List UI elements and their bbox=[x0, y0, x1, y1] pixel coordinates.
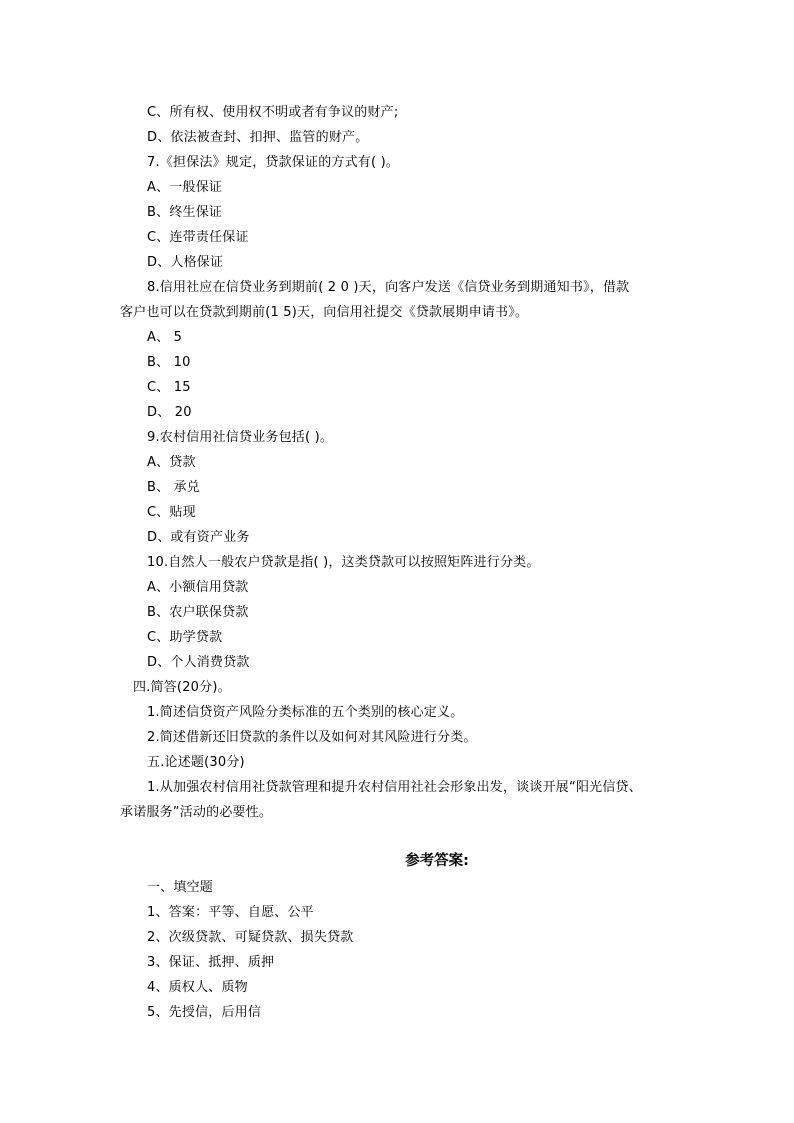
q9-option-a: A、贷款 bbox=[147, 455, 196, 470]
section4-item-2: 2.简述借新还旧贷款的条件以及如何对其风险进行分类。 bbox=[147, 730, 477, 745]
q9-option-b: B、 承兑 bbox=[147, 480, 201, 495]
q7-option-a: A、一般保证 bbox=[147, 180, 223, 195]
q7-option-c: C、连带责任保证 bbox=[147, 230, 249, 245]
q9-option-c: C、贴现 bbox=[147, 505, 196, 520]
q7-option-d: D、人格保证 bbox=[147, 255, 224, 270]
section4-heading: 四.简答(20分)。 bbox=[133, 680, 231, 695]
q10-option-a: A、小额信用贷款 bbox=[147, 580, 249, 595]
answer-item-3: 3、保证、抵押、质押 bbox=[147, 955, 275, 970]
q9-option-d: D、或有资产业务 bbox=[147, 530, 250, 545]
q7-option-b: B、终生保证 bbox=[147, 205, 223, 220]
answer-item-4: 4、质权人、质物 bbox=[147, 980, 248, 995]
q8-option-c: C、 15 bbox=[147, 380, 191, 395]
section5-item-line1: 1.从加强农村信用社贷款管理和提升农村信用社社会形象出发，谈谈开展“阳光信贷、 bbox=[147, 780, 642, 795]
q6-option-d: D、依法被查封、扣押、监管的财产。 bbox=[147, 130, 369, 145]
answers-title: 参考答案: bbox=[405, 853, 469, 869]
q10-option-c: C、助学贷款 bbox=[147, 630, 223, 645]
q8-stem-line1: 8.信用社应在信贷业务到期前( 2 0 )天，向客户发送《信贷业务到期通知书》，借款 bbox=[147, 280, 630, 295]
q9-stem: 9.农村信用社信贷业务包括( )。 bbox=[147, 430, 334, 445]
q8-stem-line2: 客户也可以在贷款到期前(1 5)天，向信用社提交《贷款展期申请书》。 bbox=[120, 305, 529, 320]
answer-item-1: 1、答案：平等、自愿、公平 bbox=[147, 905, 314, 920]
q8-option-b: B、 10 bbox=[147, 355, 191, 370]
q6-option-c: C、所有权、使用权不明或者有争议的财产; bbox=[147, 105, 399, 120]
q10-stem: 10.自然人一般农户贷款是指( )，这类贷款可以按照矩阵进行分类。 bbox=[147, 555, 540, 570]
q10-option-d: D、个人消费贷款 bbox=[147, 655, 250, 670]
q8-option-a: A、 5 bbox=[147, 330, 183, 345]
answer-item-5: 5、先授信，后用信 bbox=[147, 1005, 262, 1020]
answer-item-2: 2、次级贷款、可疑贷款、损失贷款 bbox=[147, 930, 354, 945]
q8-option-d: D、 20 bbox=[147, 405, 192, 420]
section5-heading: 五.论述题(30分) bbox=[147, 755, 245, 770]
answers-section1-heading: 一、填空题 bbox=[147, 880, 214, 895]
q10-option-b: B、农户联保贷款 bbox=[147, 605, 249, 620]
q7-stem: 7.《担保法》规定，贷款保证的方式有( )。 bbox=[147, 155, 400, 170]
section5-item-line2: 承诺服务”活动的必要性。 bbox=[120, 805, 273, 820]
section4-item-1: 1.简述信贷资产风险分类标准的五个类别的核心定义。 bbox=[147, 705, 464, 720]
